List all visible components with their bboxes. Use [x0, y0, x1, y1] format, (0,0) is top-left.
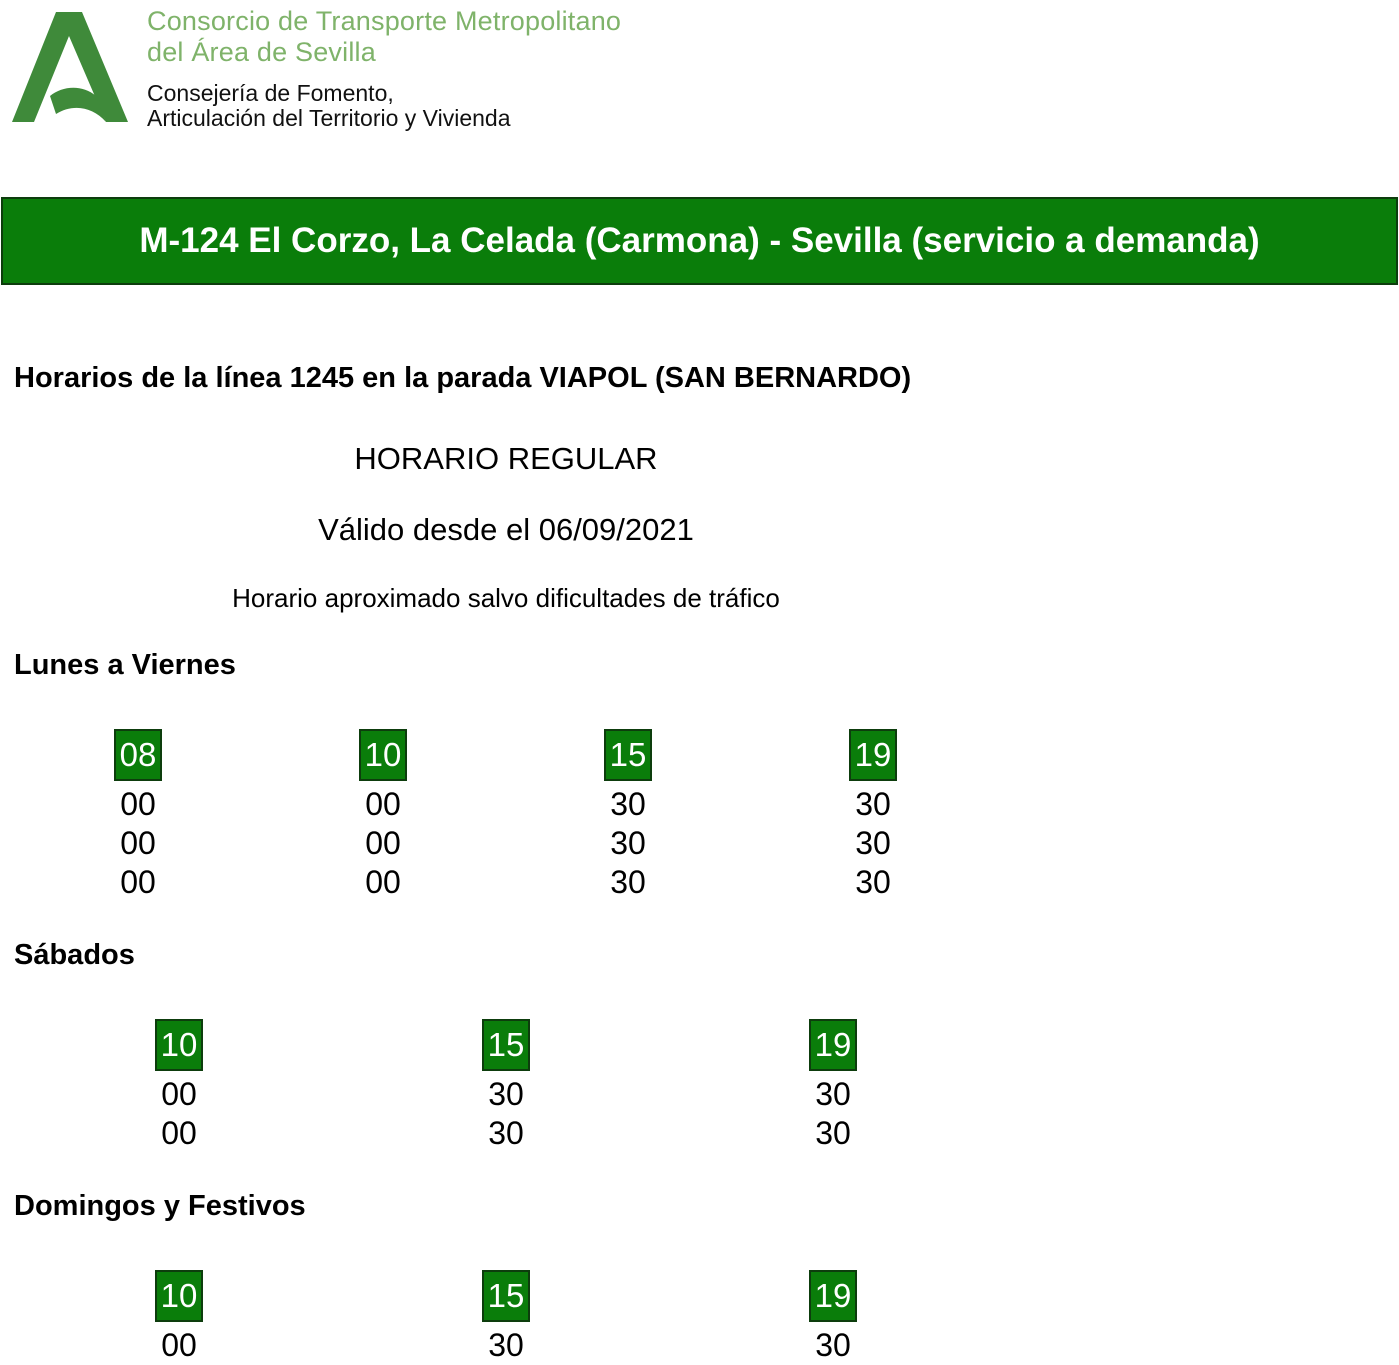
schedule-column — [849, 729, 897, 902]
valid-from: Válido desde el 06/09/2021 — [318, 512, 694, 547]
schedule-column — [604, 729, 652, 902]
minute-value: 00 — [365, 825, 401, 861]
minute-value: 30 — [855, 786, 891, 822]
minute-value: 00 — [120, 786, 156, 822]
minutes-list — [488, 1326, 524, 1365]
minute-value: 00 — [161, 1327, 197, 1363]
minutes-list — [365, 785, 401, 902]
hour-badge: 19 — [849, 729, 897, 781]
schedule-column — [155, 1270, 203, 1365]
schedule-type: HORARIO REGULAR — [354, 441, 658, 476]
hour-badge: 10 — [359, 729, 407, 781]
minute-value: 30 — [610, 786, 646, 822]
minute-value: 30 — [610, 825, 646, 861]
minutes-list — [120, 785, 156, 902]
minutes-list — [488, 1075, 524, 1153]
minute-value: 30 — [815, 1327, 851, 1363]
department-name-line1: Consejería de Fomento, — [147, 80, 394, 106]
minutes-list — [815, 1075, 851, 1153]
hour-badge: 10 — [155, 1270, 203, 1322]
minutes-list — [610, 785, 646, 902]
schedule-column — [809, 1270, 857, 1365]
hour-badge: 19 — [809, 1019, 857, 1071]
minute-value: 30 — [815, 1076, 851, 1112]
department-name — [147, 81, 511, 131]
hour-badge: 19 — [809, 1270, 857, 1322]
schedule-column — [155, 1019, 203, 1153]
traffic-note: Horario aproximado salvo dificultades de tráfico — [232, 583, 780, 613]
section-title-sundays-holidays: Domingos y Festivos — [14, 1190, 306, 1222]
minute-value: 30 — [488, 1327, 524, 1363]
minutes-list — [815, 1326, 851, 1365]
minutes-list — [161, 1075, 197, 1153]
minute-value: 30 — [488, 1076, 524, 1112]
hour-badge: 15 — [604, 729, 652, 781]
org-name-line1: Consorcio de Transporte Metropolitano — [147, 6, 622, 36]
section-title-saturdays: Sábados — [14, 939, 135, 971]
minute-value: 30 — [815, 1115, 851, 1151]
minute-value: 30 — [610, 864, 646, 900]
minute-value: 30 — [488, 1115, 524, 1151]
schedule-column — [482, 1019, 530, 1153]
junta-andalucia-logo-icon — [10, 10, 132, 128]
route-title: M-124 El Corzo, La Celada (Carmona) - Sevilla (servicio a demanda) — [139, 221, 1260, 260]
minute-value: 30 — [855, 864, 891, 900]
minutes-list — [855, 785, 891, 902]
minute-value: 30 — [855, 825, 891, 861]
org-name — [147, 6, 621, 68]
hour-badge: 08 — [114, 729, 162, 781]
section-title-weekdays: Lunes a Viernes — [14, 649, 236, 681]
schedule-column — [482, 1270, 530, 1365]
header — [0, 0, 700, 150]
minute-value: 00 — [161, 1115, 197, 1151]
schedule-column — [114, 729, 162, 902]
route-banner — [1, 197, 1398, 285]
hour-badge: 10 — [155, 1019, 203, 1071]
schedule-column — [809, 1019, 857, 1153]
department-name-line2: Articulación del Territorio y Vivienda — [147, 105, 511, 131]
hour-badge: 15 — [482, 1270, 530, 1322]
minute-value: 00 — [365, 864, 401, 900]
minutes-list — [161, 1326, 197, 1365]
stop-title: Horarios de la línea 1245 en la parada VIAPOL (SAN BERNARDO) — [14, 362, 912, 394]
minute-value: 00 — [120, 864, 156, 900]
minute-value: 00 — [365, 786, 401, 822]
hour-badge: 15 — [482, 1019, 530, 1071]
minute-value: 00 — [120, 825, 156, 861]
org-name-line2: del Área de Sevilla — [147, 37, 376, 67]
minute-value: 00 — [161, 1076, 197, 1112]
schedule-column — [359, 729, 407, 902]
